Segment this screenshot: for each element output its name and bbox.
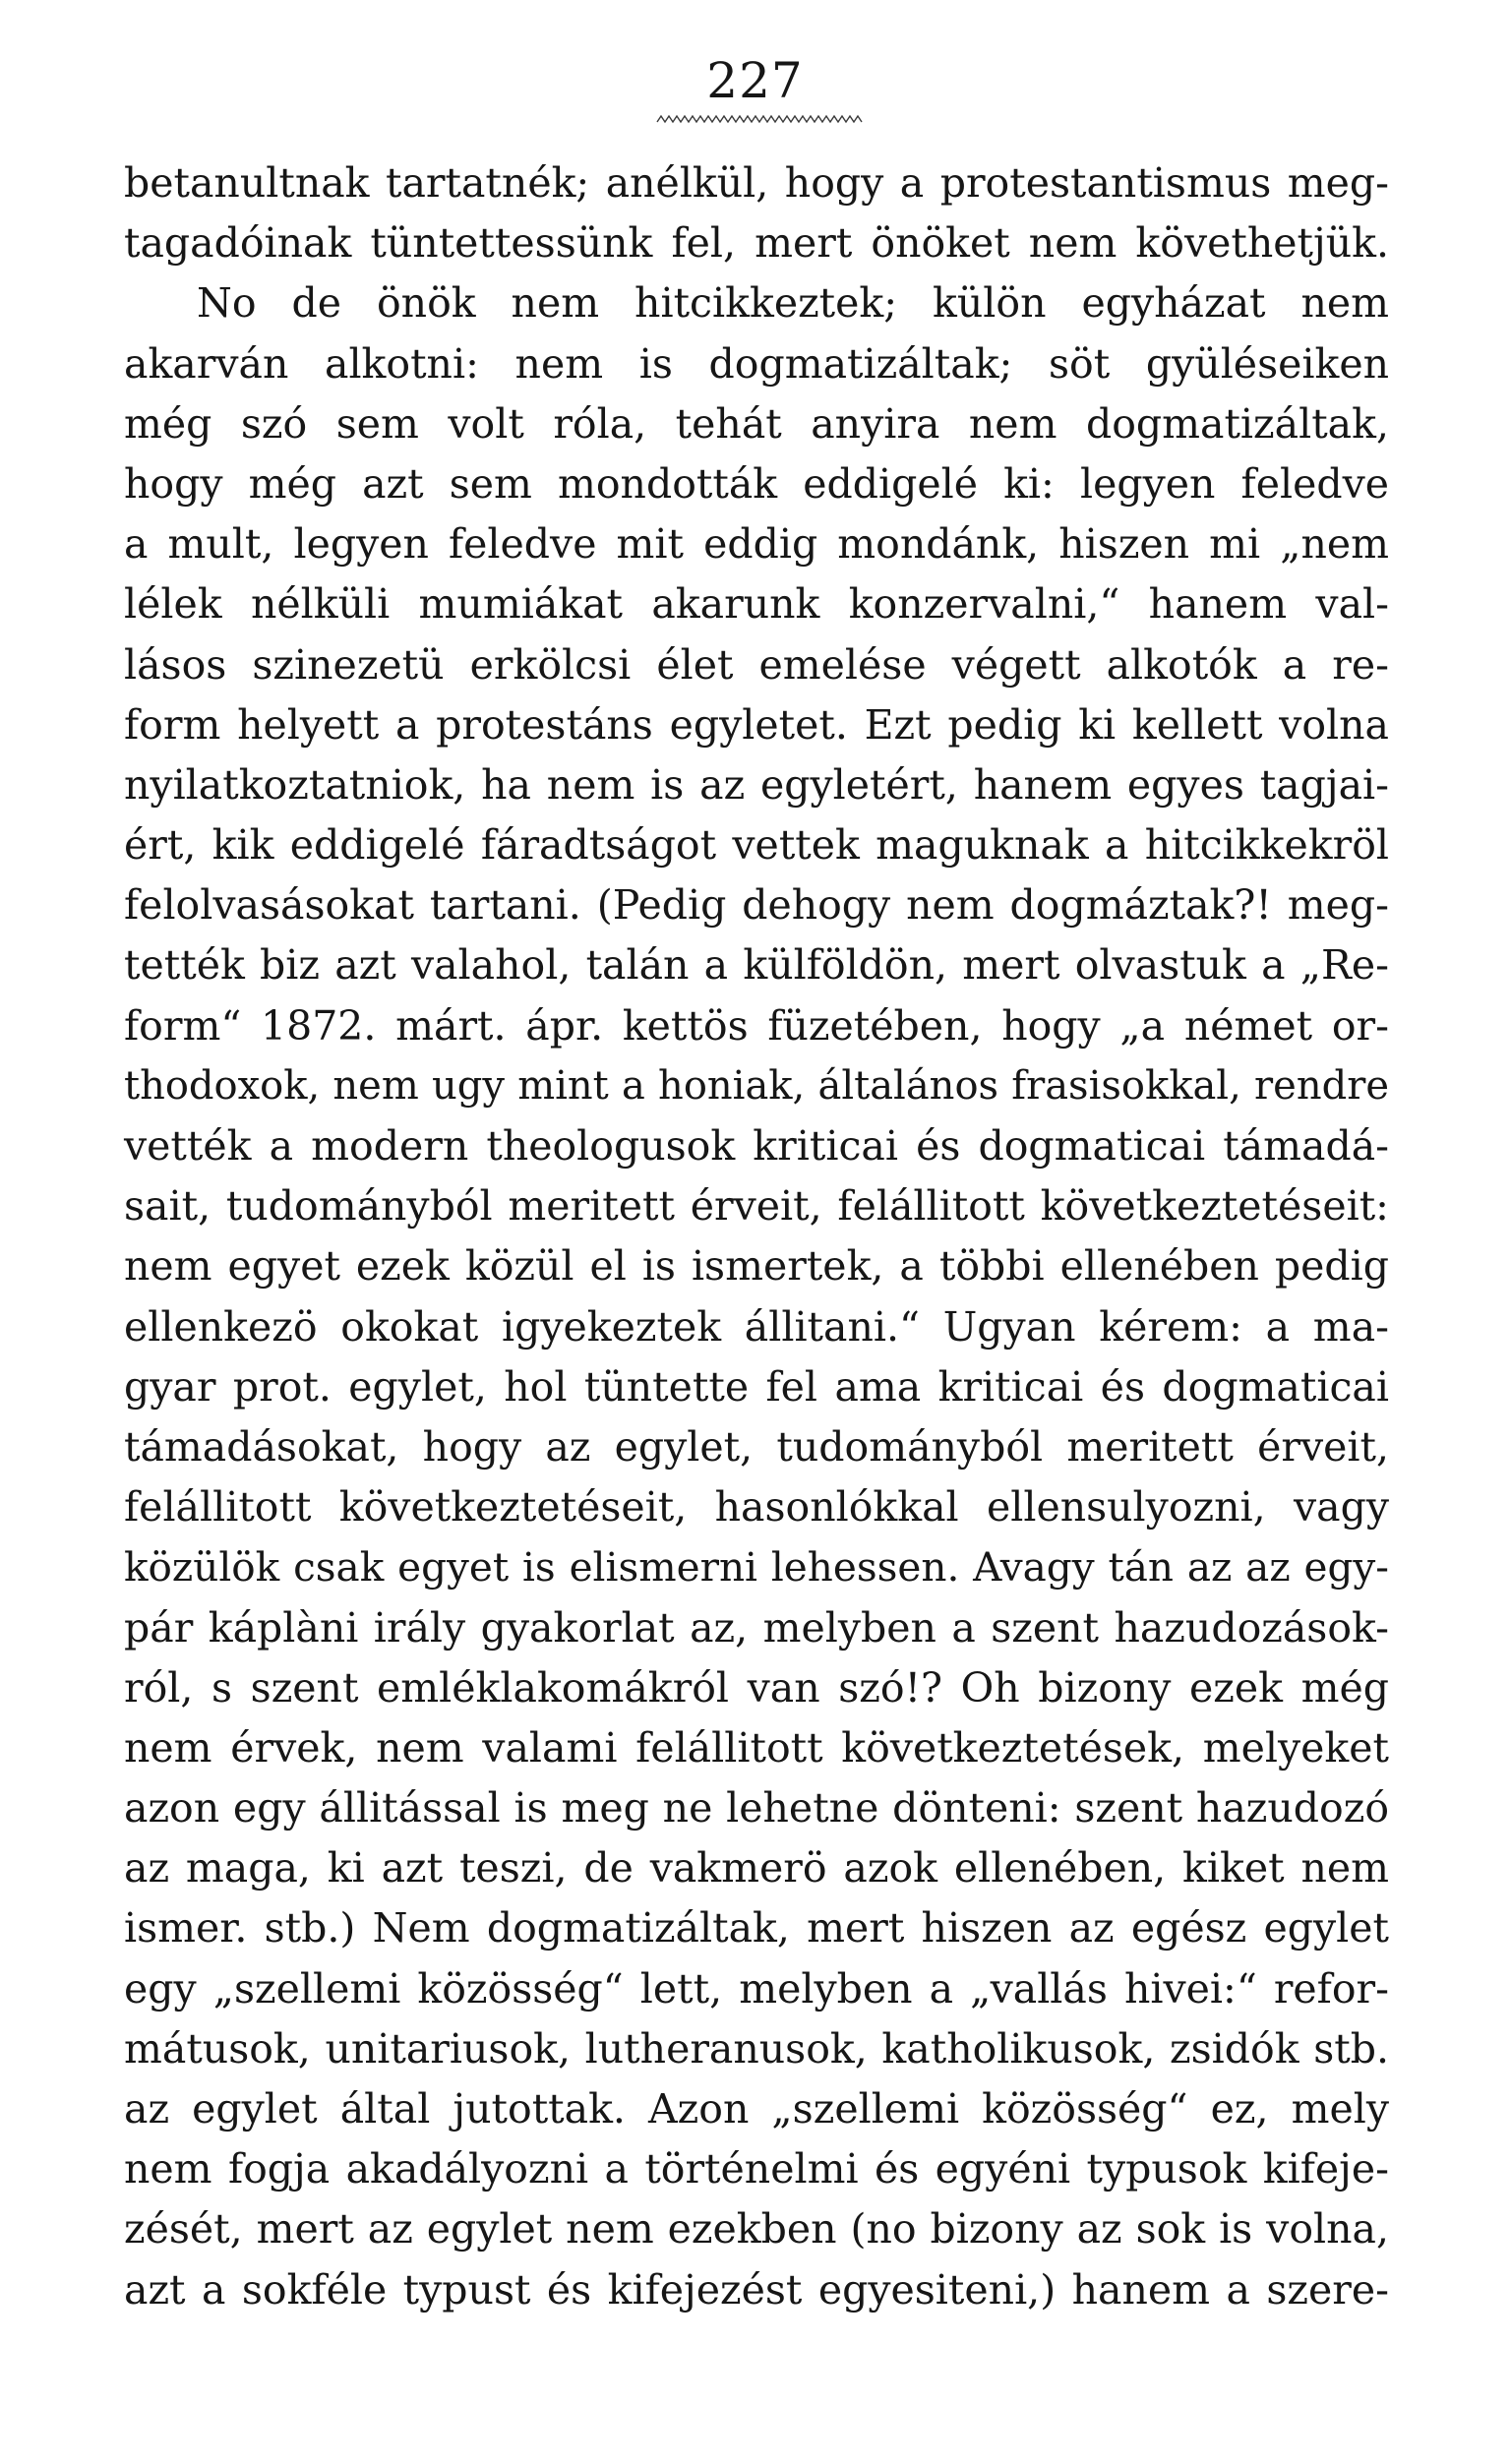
text-line: form“ 1872. márt. ápr. kettös füzetében, hogy „a német or- <box>124 1001 1389 1050</box>
text-line: támadásokat, hogy az egylet, tudományból meritett érveit, <box>124 1422 1389 1471</box>
text-line: mátusok, unitariusok, lutheranusok, katholikusok, zsidók stb. <box>124 2024 1389 2073</box>
text-line: akarván alkotni: nem is dogmatizáltak; söt gyüléseiken <box>124 339 1389 388</box>
text-line: egy „szellemi közösség“ lett, melyben a „vallás hivei:“ refor- <box>124 1964 1389 2013</box>
text-line: ellenkezö okokat igyekeztek állitani.“ Ugyan kérem: a ma- <box>124 1302 1389 1351</box>
text-line: zését, mert az egylet nem ezekben (no bizony az sok is volna, <box>124 2205 1389 2254</box>
text-line: még szó sem volt róla, tehát anyira nem dogmatizáltak, <box>124 399 1389 448</box>
text-line: az maga, ki azt teszi, de vakmerö azok ellenében, kiket nem <box>124 1844 1389 1893</box>
text-line: pár káplàni irály gyakorlat az, melyben a szent hazudozások- <box>124 1603 1389 1652</box>
page-number: 227 <box>706 52 804 109</box>
text-line: nyilatkoztatniok, ha nem is az egyletért, hanem egyes tagjai- <box>124 760 1389 809</box>
text-line: azon egy állitással is meg ne lehetne dönteni: szent hazudozó <box>124 1784 1389 1833</box>
text-line: sait, tudományból meritett érveit, felállitott következtetéseit: <box>124 1182 1389 1231</box>
text-line: lélek nélküli mumiákat akarunk konzervalni,“ hanem val- <box>124 580 1389 629</box>
text-line: a mult, legyen feledve mit eddig mondánk, hiszen mi „nem <box>124 520 1389 569</box>
text-line: tették biz azt valahol, talán a külföldön, mert olvastuk a „Re- <box>124 941 1389 990</box>
header-ornament <box>657 112 862 128</box>
text-line: azt a sokféle typust és kifejezést egyesiteni,) hanem a szere- <box>124 2265 1389 2314</box>
text-line: ról, s szent emléklakomákról van szó!? Oh bizony ezek még <box>124 1663 1389 1712</box>
page-header <box>0 51 1510 110</box>
text-line: ismer. stb.) Nem dogmatizáltak, mert hiszen az egész egylet <box>124 1904 1389 1953</box>
text-line: form helyett a protestáns egyletet. Ezt pedig ki kellett volna <box>124 700 1389 749</box>
text-line: felolvasásokat tartani. (Pedig dehogy nem dogmáztak?! meg- <box>124 881 1389 930</box>
text-line: nem fogja akadályozni a történelmi és egyéni typusok kifeje- <box>124 2145 1389 2194</box>
text-line: thodoxok, nem ugy mint a honiak, általános frasisokkal, rendre <box>124 1062 1389 1109</box>
text-line: ért, kik eddigelé fáradtságot vettek maguknak a hitcikkekröl <box>124 821 1389 870</box>
text-line: gyar prot. egylet, hol tüntette fel ama kriticai és dogmaticai <box>124 1362 1389 1411</box>
text-line: vették a modern theologusok kriticai és dogmaticai támadá- <box>124 1122 1389 1170</box>
body-text <box>124 153 1389 2320</box>
text-line: lásos szinezetü erkölcsi élet emelése végett alkotók a re- <box>124 640 1389 689</box>
text-line: az egylet által jutottak. Azon „szellemi közösség“ ez, mely <box>124 2085 1389 2133</box>
text-line: közülök csak egyet is elismerni lehessen. Avagy tán az az egy- <box>124 1543 1389 1592</box>
text-line: hogy még azt sem mondották eddigelé ki: legyen feledve <box>124 459 1389 508</box>
text-line: felállitott következtetéseit, hasonlókkal ellensulyozni, vagy <box>124 1483 1389 1532</box>
text-line: betanultnak tartatnék; anélkül, hogy a protestantismus meg- <box>124 159 1389 207</box>
text-line: tagadóinak tüntettessünk fel, mert önöket nem követhetjük. <box>124 219 1389 268</box>
text-line: No de önök nem hitcikkeztek; külön egyházat nem <box>197 279 1389 328</box>
text-line: nem érvek, nem valami felállitott következtetések, melyeket <box>124 1723 1389 1772</box>
text-line: nem egyet ezek közül el is ismertek, a többi ellenében pedig <box>124 1242 1389 1291</box>
